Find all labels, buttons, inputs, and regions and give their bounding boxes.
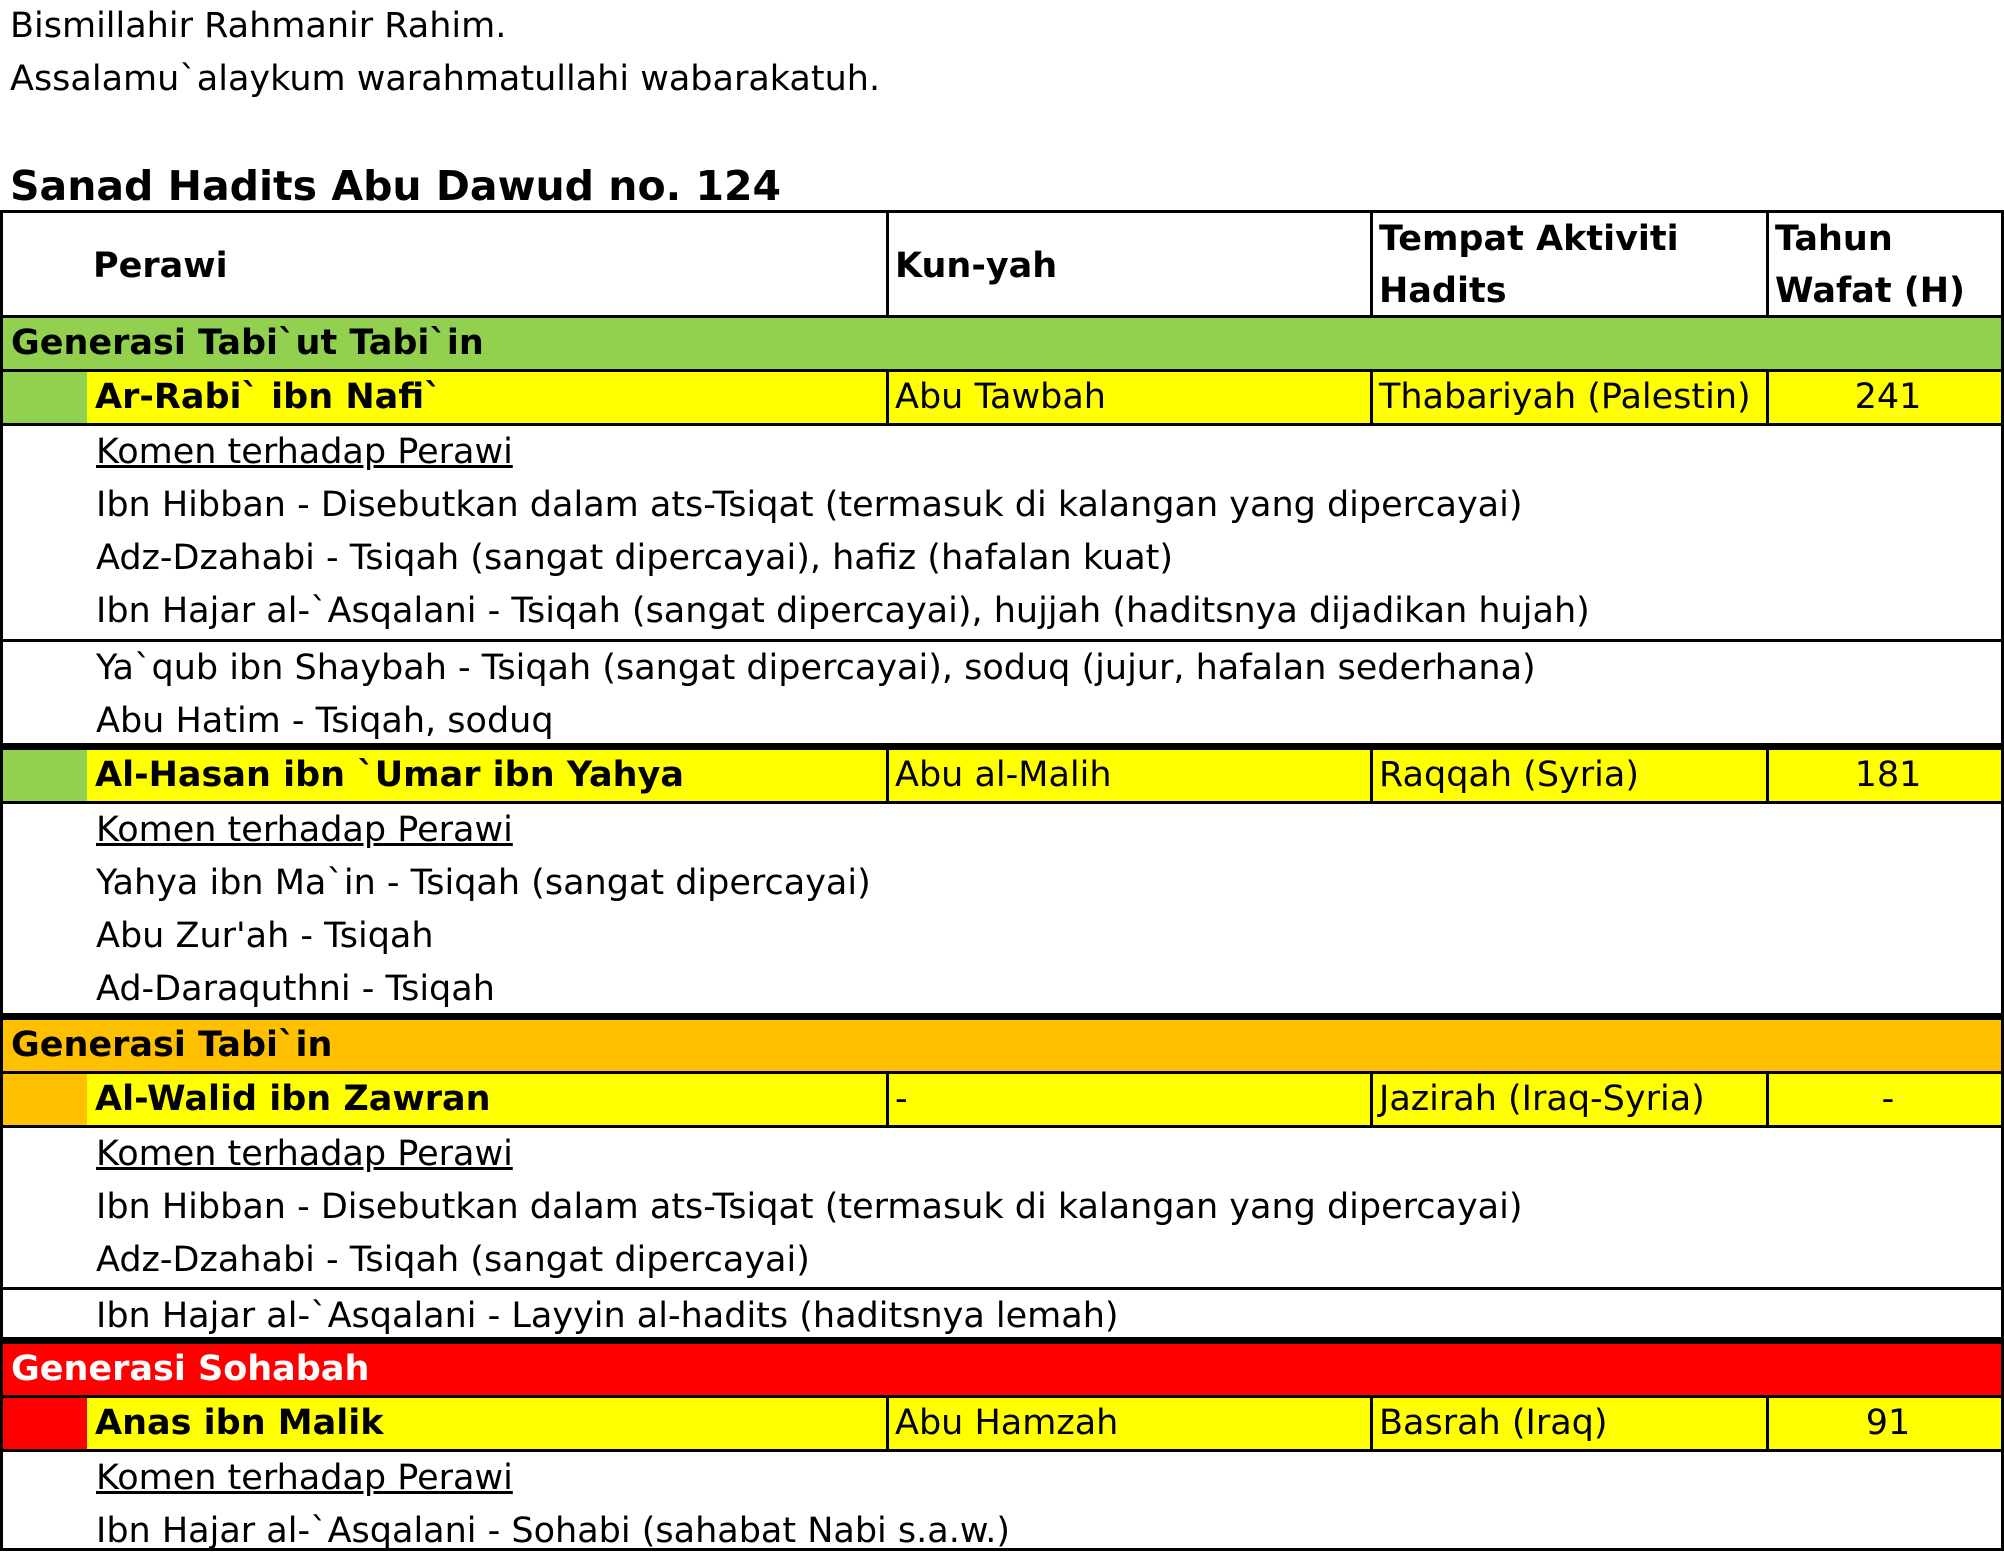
generation-label: Generasi Tabi`in bbox=[11, 1025, 333, 1065]
narrator-name: Anas ibn Malik bbox=[95, 1403, 384, 1443]
header-death-year: Tahun Wafat (H) bbox=[1766, 213, 2004, 315]
comment-block bbox=[0, 1452, 2004, 1551]
comment-heading: Komen terhadap Perawi bbox=[96, 432, 513, 472]
greeting-line-1: Bismillahir Rahmanir Rahim. bbox=[10, 6, 507, 46]
comment-line: Ibn Hibban - Disebutkan dalam ats-Tsiqat (termasuk di kalangan yang dipercayai) bbox=[96, 1187, 1523, 1227]
narrator-kunyah: Abu Hamzah bbox=[886, 1398, 1370, 1449]
comment-line: Adz-Dzahabi - Tsiqah (sangat dipercayai) bbox=[96, 1240, 810, 1280]
narrator-death-year: - bbox=[1766, 1074, 2004, 1125]
narrator-kunyah: Abu al-Malih bbox=[886, 750, 1370, 801]
sanad-table bbox=[0, 210, 2004, 1551]
comment-block bbox=[0, 642, 2004, 750]
comment-heading: Komen terhadap Perawi bbox=[96, 810, 513, 850]
comment-heading: Komen terhadap Perawi bbox=[96, 1458, 513, 1498]
table-header-row bbox=[0, 210, 2004, 318]
generation-marker bbox=[3, 750, 87, 801]
generation-marker bbox=[3, 372, 87, 423]
narrator-place: Raqqah (Syria) bbox=[1370, 750, 1766, 801]
narrator-name: Al-Hasan ibn `Umar ibn Yahya bbox=[95, 755, 684, 795]
generation-marker bbox=[3, 1398, 87, 1449]
narrator-death-year: 241 bbox=[1766, 372, 2004, 423]
narrator-name: Ar-Rabi` ibn Nafi` bbox=[95, 377, 442, 417]
narrator-row bbox=[0, 750, 2004, 804]
narrator-place: Thabariyah (Palestin) bbox=[1370, 372, 1766, 423]
greeting-line-2: Assalamu`alaykum warahmatullahi wabarakatuh. bbox=[10, 59, 881, 99]
narrator-kunyah: Abu Tawbah bbox=[886, 372, 1370, 423]
narrator-place: Jazirah (Iraq-Syria) bbox=[1370, 1074, 1766, 1125]
generation-row-sohabah bbox=[0, 1344, 2004, 1398]
comment-line: Adz-Dzahabi - Tsiqah (sangat dipercayai), hafiz (hafalan kuat) bbox=[96, 538, 1174, 578]
comment-line: Yahya ibn Ma`in - Tsiqah (sangat dipercayai) bbox=[96, 863, 871, 903]
generation-label: Generasi Sohabah bbox=[11, 1349, 370, 1389]
narrator-row bbox=[0, 1074, 2004, 1128]
narrator-death-year: 181 bbox=[1766, 750, 2004, 801]
comment-line: Ibn Hibban - Disebutkan dalam ats-Tsiqat (termasuk di kalangan yang dipercayai) bbox=[96, 485, 1523, 525]
narrator-kunyah: - bbox=[886, 1074, 1370, 1125]
comment-block bbox=[0, 426, 2004, 642]
comment-line: Ad-Daraquthni - Tsiqah bbox=[96, 969, 495, 1009]
comment-line: Ibn Hajar al-`Asqalani - Layyin al-hadits (haditsnya lemah) bbox=[96, 1296, 1119, 1336]
generation-row-tabiin bbox=[0, 1020, 2004, 1074]
narrator-row bbox=[0, 1398, 2004, 1452]
comment-line: Abu Zur'ah - Tsiqah bbox=[96, 916, 434, 956]
comment-heading: Komen terhadap Perawi bbox=[96, 1134, 513, 1174]
comment-line: Ya`qub ibn Shaybah - Tsiqah (sangat dipercayai), soduq (jujur, hafalan sederhana) bbox=[96, 648, 1536, 688]
generation-label: Generasi Tabi`ut Tabi`in bbox=[11, 323, 484, 363]
comment-block bbox=[0, 804, 2004, 1020]
generation-marker bbox=[3, 1074, 87, 1125]
header-kunyah: Kun-yah bbox=[886, 213, 1370, 315]
comment-line: Ibn Hajar al-`Asqalani - Tsiqah (sangat dipercayai), hujjah (haditsnya dijadikan hujah) bbox=[96, 591, 1590, 631]
narrator-place: Basrah (Iraq) bbox=[1370, 1398, 1766, 1449]
document-title: Sanad Hadits Abu Dawud no. 124 bbox=[10, 162, 782, 210]
header-place: Tempat Aktiviti Hadits bbox=[1370, 213, 1766, 315]
narrator-name: Al-Walid ibn Zawran bbox=[95, 1079, 491, 1119]
header-narrator: Perawi bbox=[93, 246, 228, 286]
comment-block bbox=[0, 1128, 2004, 1290]
comment-block bbox=[0, 1290, 2004, 1344]
narrator-death-year: 91 bbox=[1766, 1398, 2004, 1449]
comment-line: Abu Hatim - Tsiqah, soduq bbox=[96, 701, 554, 741]
generation-row-tabiut-tabiin bbox=[0, 318, 2004, 372]
comment-line: Ibn Hajar al-`Asqalani - Sohabi (sahabat Nabi s.a.w.) bbox=[96, 1511, 1011, 1551]
narrator-row bbox=[0, 372, 2004, 426]
